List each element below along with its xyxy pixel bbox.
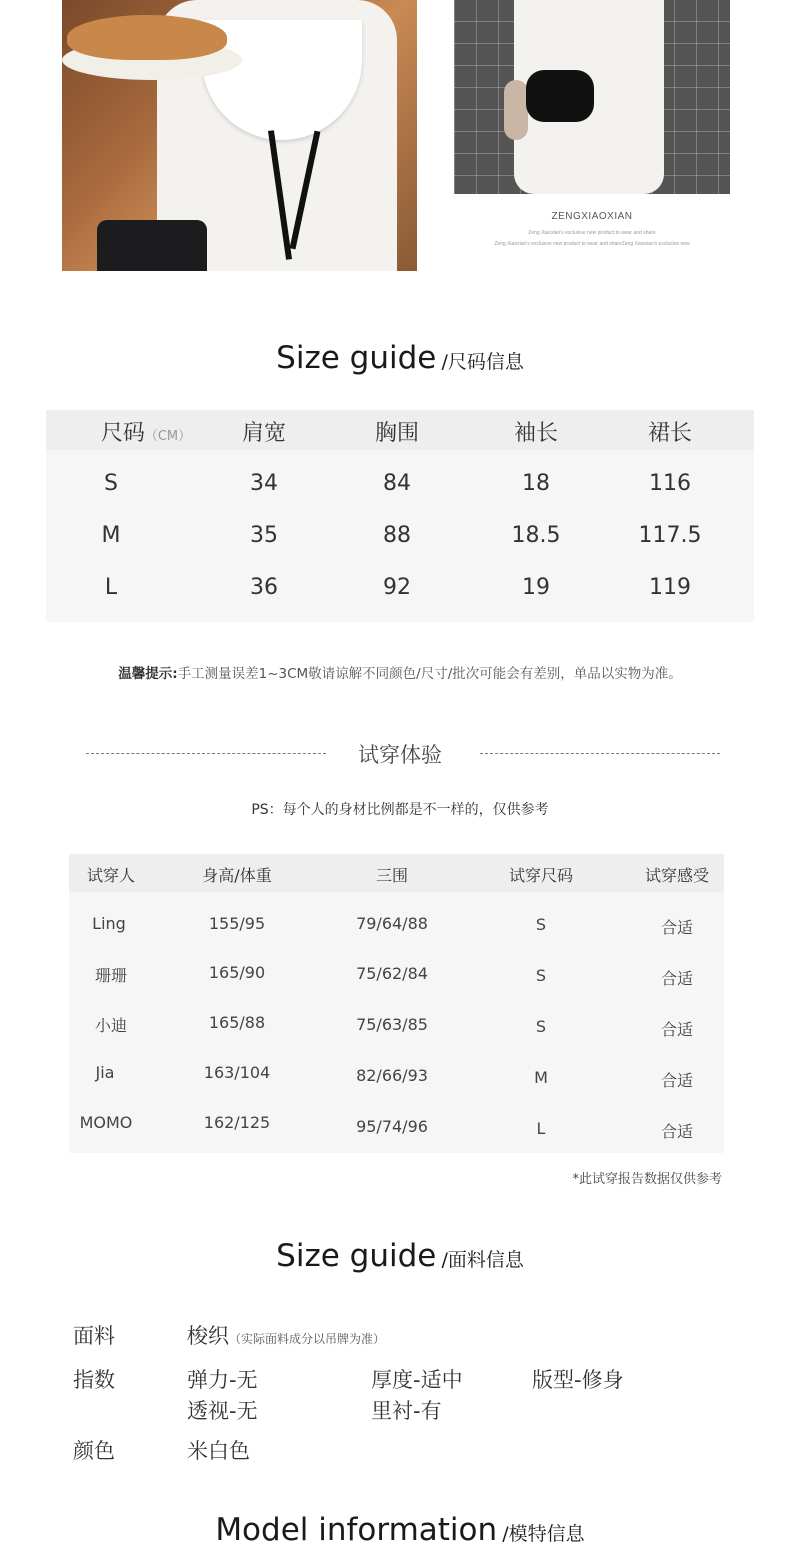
size-cell: M [101, 523, 121, 548]
tryon-header-cell: 试穿感受 [644, 866, 710, 885]
bag-charm-shape [504, 80, 528, 140]
color-value: 米白色 [187, 1439, 250, 1463]
tryon-header-cell: 身高/体重 [202, 866, 272, 885]
tryon-cell: L [536, 1119, 546, 1138]
size-header-cell: 肩宽 [241, 421, 286, 446]
fabric-guide-title: Size guide /面料信息 [276, 1238, 524, 1274]
size-cell: 92 [383, 575, 411, 600]
index-item: 厚度-适中 [371, 1368, 463, 1392]
size-header-cell: 袖长 [513, 421, 558, 446]
tryon-table [69, 854, 724, 1153]
index-item: 里衬-有 [371, 1399, 442, 1423]
size-cell: 35 [250, 523, 278, 548]
size-cell: 117.5 [638, 523, 702, 548]
tryon-cell: 75/62/84 [356, 964, 428, 983]
tryon-cell: Jia [95, 1063, 115, 1082]
size-header-cell: 胸围 [374, 421, 419, 446]
tryon-cell: 珊珊 [94, 966, 128, 985]
size-cell: 19 [522, 575, 550, 600]
index-label: 指数 [73, 1368, 115, 1392]
tryon-cell: 合适 [660, 1122, 694, 1141]
tryon-cell: 95/74/96 [356, 1117, 428, 1136]
tryon-cell: MOMO [79, 1113, 133, 1132]
tryon-cell: 合适 [660, 1071, 694, 1090]
size-cell: 18.5 [511, 523, 561, 548]
tryon-cell: M [534, 1068, 548, 1087]
size-guide-title: Size guide /尺码信息 [276, 340, 524, 376]
tryon-cell: 82/66/93 [356, 1066, 428, 1085]
tryon-cell: 155/95 [208, 914, 266, 933]
fabric-label: 面料 [73, 1324, 115, 1348]
tryon-title: 试穿体验 [358, 743, 442, 767]
brand-tagline: Zeng Xiaoxian's exclusive new product to wear and share [528, 230, 656, 236]
size-cell: L [104, 575, 118, 600]
index-item: 弹力-无 [187, 1368, 258, 1392]
size-cell: 116 [649, 471, 691, 496]
tryon-cell: 合适 [660, 969, 694, 988]
size-cell: 34 [250, 471, 278, 496]
tryon-cell: 合适 [660, 918, 694, 937]
tryon-cell: 165/88 [208, 1013, 266, 1032]
brand-tagline: Zeng Xiaoxian's exclusive new product to wear and shareZeng Xiaoxian's exclusive new [494, 241, 690, 247]
tryon-cell: 小迪 [94, 1016, 128, 1035]
tryon-disclaimer: *此试穿报告数据仅供参考 [572, 1172, 722, 1187]
tryon-header-cell: 三围 [375, 866, 409, 885]
size-cell: 119 [649, 575, 691, 600]
tryon-cell: S [535, 1017, 547, 1036]
tryon-cell: 合适 [660, 1020, 694, 1039]
index-item: 版型-修身 [532, 1368, 624, 1392]
bread-shape [67, 15, 227, 60]
tryon-cell: 162/125 [203, 1113, 271, 1132]
measurement-tip: 温馨提示:手工测量误差1~3CM敬请谅解不同颜色/尺寸/批次可能会有差别，单品以实物为准。 [118, 666, 682, 682]
dashed-divider [480, 753, 720, 754]
tryon-cell: S [535, 966, 547, 985]
tryon-cell: 165/90 [208, 963, 266, 982]
size-cell: 18 [522, 471, 550, 496]
tryon-ps-note: PS：每个人的身材比例都是不一样的，仅供参考 [251, 802, 549, 818]
size-cell: 36 [250, 575, 278, 600]
index-item: 透视-无 [187, 1399, 258, 1423]
size-cell: 84 [383, 471, 411, 496]
product-photo-left [62, 0, 417, 271]
tryon-header-cell: 试穿尺码 [508, 866, 574, 885]
tryon-header-cell: 试穿人 [86, 866, 136, 885]
fabric-value: 梭织（实际面料成分以吊牌为准） [187, 1324, 386, 1348]
brand-name: ZENGXIAOXIAN [551, 211, 633, 222]
size-table [46, 410, 754, 622]
handbag-shape [526, 70, 594, 122]
product-photo-right [454, 0, 730, 194]
model-info-title: Model information /模特信息 [215, 1512, 585, 1546]
size-header-cell: 裙长 [647, 421, 692, 446]
tryon-cell: 75/63/85 [356, 1015, 428, 1034]
handbag-shape [97, 220, 207, 271]
size-cell: S [104, 471, 118, 496]
size-cell: 88 [383, 523, 411, 548]
size-header-cell: 尺码（CM） [100, 421, 192, 446]
color-label: 颜色 [73, 1439, 115, 1463]
tryon-cell: S [535, 915, 547, 934]
tryon-cell: 163/104 [203, 1063, 271, 1082]
tryon-cell: Ling [92, 914, 126, 933]
tryon-cell: 79/64/88 [356, 914, 428, 933]
